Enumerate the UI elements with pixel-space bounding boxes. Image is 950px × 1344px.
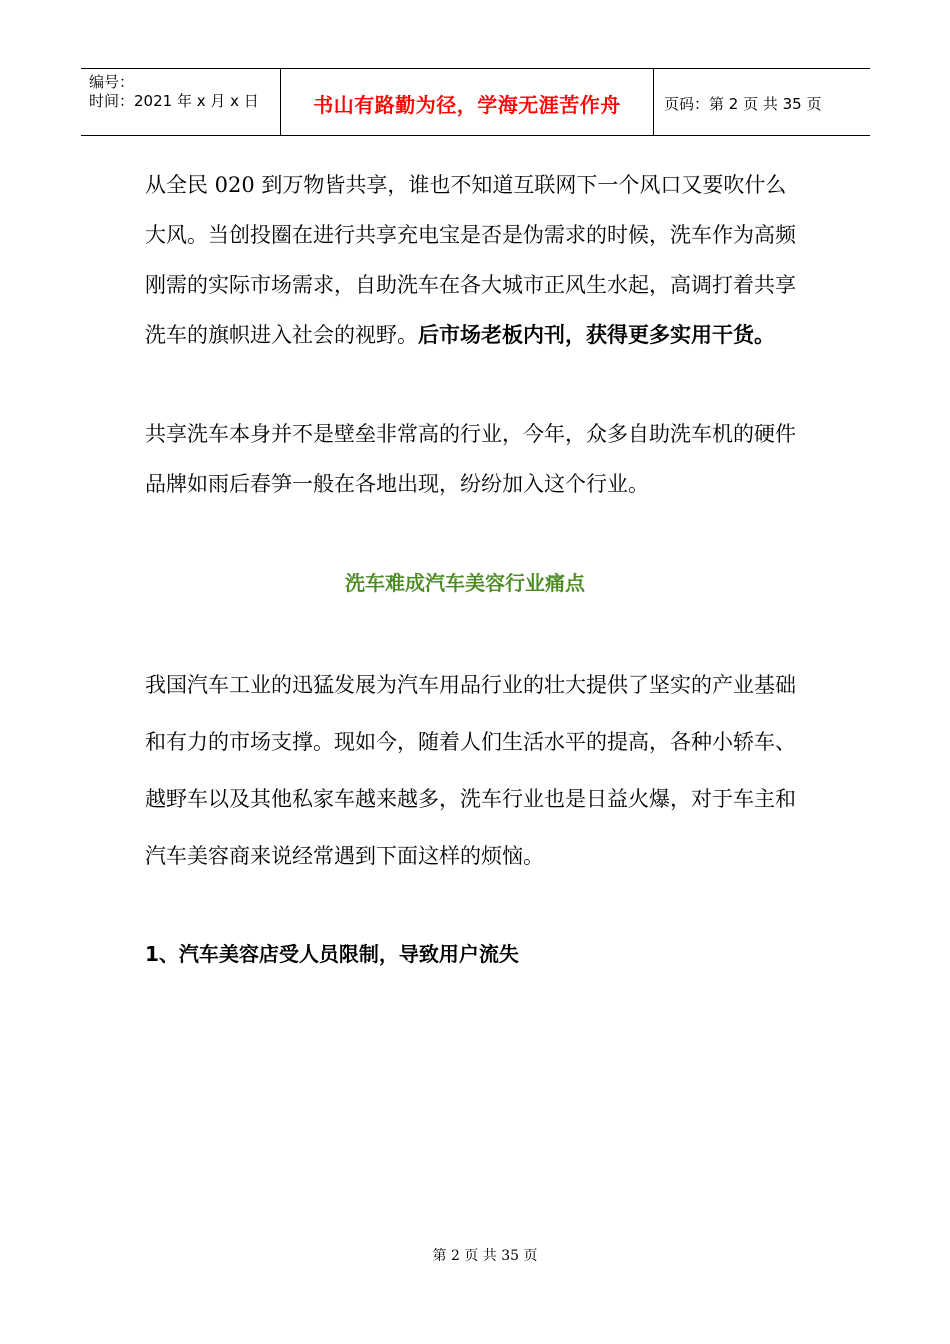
paragraph-spacer [145, 608, 805, 657]
page-footer [0, 1245, 950, 1265]
document-body [145, 160, 805, 979]
header-page-info: 页码：第 2 页 共 35 页 [664, 94, 822, 113]
document-date: 时间：2021 年 x 月 x 日 [89, 92, 259, 110]
paragraph-market: 我国汽车工业的迅猛发展为汽车用品行业的壮大提供了坚实的产业基础和有力的市场支撑。现如今，随着人们生活水平的提高，各种小轿车、越野车以及其他私家车越来越多，洗车行业也是日益火爆，对于车主和汽车美容商来说经常遇到下面这样的烦恼。 [145, 673, 796, 868]
paragraph-spacer [145, 509, 805, 558]
paragraph-intro-text: 从全民 020 到万物皆共享，谁也不知道互联网下一个风口又要吹什么大风。当创投圈在进行共享充电宝是否是伪需求的时候，洗车作为高频刚需的实际市场需求，自助洗车在各大城市正风生水起，高调打着共享洗车的旗帜进入社会的视野。 [145, 173, 796, 347]
document-number-label: 编号： [89, 73, 135, 91]
subheading-point-1: 1、汽车美容店受人员限制，导致用户流失 [145, 942, 519, 966]
section-title: 洗车难成汽车美容行业痛点 [345, 571, 585, 595]
paragraph-spacer [145, 360, 805, 409]
footer-page-number: 第 2 页 共 35 页 [432, 1248, 538, 1264]
paragraph-intro-bold: 后市场老板内刊，获得更多实用干货。 [418, 323, 775, 347]
paragraph-industry: 共享洗车本身并不是壁垒非常高的行业，今年，众多自助洗车机的硬件品牌如雨后春笋一般在各地出现，纷纷加入这个行业。 [145, 422, 796, 496]
header-table [81, 68, 870, 136]
header-motto-cell [281, 69, 654, 135]
header-page-cell [654, 69, 870, 135]
header-meta-cell [81, 69, 281, 135]
paragraph-spacer [145, 885, 805, 929]
header-motto: 书山有路勤为径，学海无涯苦作舟 [313, 92, 621, 117]
paragraph-intro [145, 160, 805, 360]
